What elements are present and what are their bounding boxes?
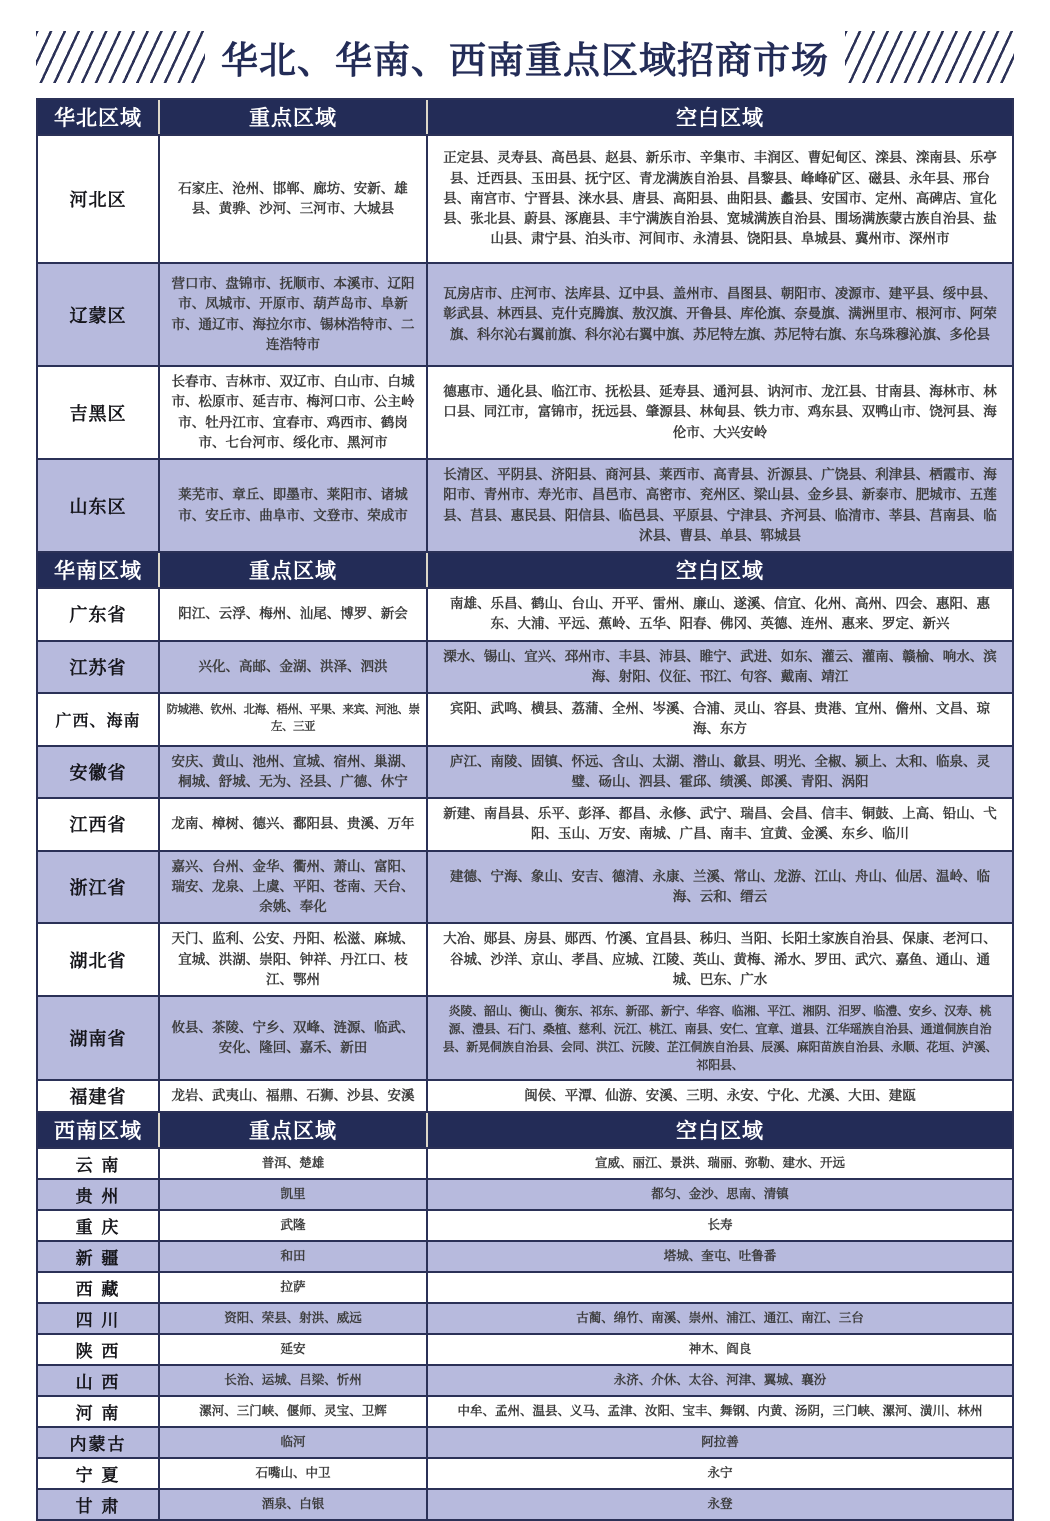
key-areas: 攸县、茶陵、宁乡、双峰、涟源、临武、安化、隆回、嘉禾、新田	[158, 997, 426, 1079]
region-label: 陕 西	[75, 1342, 121, 1362]
region-label: 湖南省	[69, 1029, 127, 1049]
table-row	[38, 797, 1012, 850]
key-areas: 长治、运城、吕梁、忻州	[158, 1366, 426, 1395]
table-row	[38, 134, 1012, 262]
region-label: 山东区	[69, 496, 127, 517]
blank-areas: 中牟、孟州、温县、义马、孟津、汝阳、宝丰、舞钢、内黄、汤阴，三门峡、漯河、潢川、林州	[426, 1397, 1012, 1426]
region-label: 甘 肃	[75, 1497, 121, 1517]
table-row	[38, 1302, 1012, 1333]
region-label: 福建省	[69, 1087, 127, 1108]
key-areas: 石家庄、沧州、邯郸、廊坊、安新、雄县、黄骅、沙河、三河市、大城县	[158, 136, 426, 262]
key-areas: 龙岩、武夷山、福鼎、石狮、沙县、安溪	[158, 1081, 426, 1111]
blank-areas: 炎陵、韶山、衡山、衡东、祁东、新邵、新宁、华容、临湘、平江、湘阴、汨罗、临澧、安乡、汉寿、桃源、澧县、石门、桑植、慈利、沅江、桃江、南县、安仁、宜章、道县、江华瑶族自治县、通道侗族自治县、新晃侗族自治县、会同、洪江、沅陵、芷江侗族自治县、辰溪、麻阳苗族自治县、永顺、花垣、泸溪、祁阳县、	[426, 997, 1012, 1079]
key-areas: 资阳、荣县、射洪、威远	[158, 1304, 426, 1333]
blank-areas: 永宁	[426, 1459, 1012, 1488]
key-areas: 漯河、三门峡、偃师、灵宝、卫辉	[158, 1397, 426, 1426]
blank-areas: 都匀、金沙、思南、清镇	[426, 1180, 1012, 1209]
table-row	[38, 365, 1012, 458]
region-label: 宁 夏	[75, 1466, 121, 1486]
section-header-xinan	[38, 1111, 1012, 1147]
table-row	[38, 587, 1012, 640]
blank-areas: 长清区、平阴县、济阳县、商河县、莱西市、高青县、沂源县、广饶县、利津县、栖霞市、海阳市、青州市、寿光市、昌邑市、高密市、兖州区、梁山县、金乡县、新泰市、肥城市、五莲县、莒县、惠民县、阳信县、临邑县、平原县、宁津县、齐河县、临清市、莘县、莒南县、临沭县、曹县、单县、郓城县	[426, 460, 1012, 551]
table-row	[38, 1147, 1012, 1178]
column-header-key: 重点区域	[158, 100, 426, 134]
column-header-blank: 空白区域	[426, 1113, 1012, 1147]
blank-areas: 永登	[426, 1490, 1012, 1519]
section-title: 华北区域	[54, 107, 142, 130]
region-label: 河北区	[69, 190, 127, 210]
key-areas: 延安	[158, 1335, 426, 1364]
section-header-huanan	[38, 551, 1012, 587]
table-row	[38, 1457, 1012, 1488]
key-areas: 拉萨	[158, 1273, 426, 1302]
page-title: 华北、华南、西南重点区域招商市场	[221, 40, 829, 81]
table-row	[38, 745, 1012, 798]
key-areas: 天门、监利、公安、丹阳、松滋、麻城、宜城、洪湖、崇阳、钟祥、丹江口、枝江、鄂州	[158, 924, 426, 995]
blank-areas	[426, 1273, 1012, 1302]
key-areas: 防城港、钦州、北海、梧州、平果、来宾、河池、崇左、三亚	[158, 694, 426, 745]
table-row	[38, 1240, 1012, 1271]
region-label: 安徽省	[69, 762, 127, 783]
table-row	[38, 640, 1012, 693]
region-label: 广西、海南	[55, 712, 141, 730]
region-label: 云 南	[75, 1156, 121, 1176]
table-row	[38, 1395, 1012, 1426]
table-row	[38, 262, 1012, 365]
key-areas: 安庆、黄山、池州、宣城、宿州、巢湖、桐城、舒城、无为、泾县、广德、休宁	[158, 747, 426, 798]
table-row	[38, 1333, 1012, 1364]
column-header-blank: 空白区域	[426, 553, 1012, 587]
blank-areas: 大冶、郧县、房县、郧西、竹溪、宜昌县、秭归、当阳、长阳土家族自治县、保康、老河口、谷城、沙洋、京山、孝昌、应城、江陵、英山、黄梅、浠水、罗田、武穴、嘉鱼、通山、通城、巴东、广水	[426, 924, 1012, 995]
key-areas: 嘉兴、台州、金华、衢州、萧山、富阳、瑞安、龙泉、上虞、平阳、苍南、天台、余姚、奉化	[158, 852, 426, 923]
region-label: 河 南	[75, 1404, 121, 1424]
key-areas: 阳江、云浮、梅州、汕尾、博罗、新会	[158, 589, 426, 640]
section-title: 西南区域	[54, 1120, 142, 1144]
table-row	[38, 1209, 1012, 1240]
key-areas: 凯里	[158, 1180, 426, 1209]
table-row	[38, 1364, 1012, 1395]
blank-areas: 建德、宁海、象山、安吉、德清、永康、兰溪、常山、龙游、江山、舟山、仙居、温岭、临海、云和、缙云	[426, 852, 1012, 923]
key-areas: 兴化、高邮、金湖、洪泽、泗洪	[158, 642, 426, 693]
blank-areas: 塔城、奎屯、吐鲁番	[426, 1242, 1012, 1271]
blank-areas: 正定县、灵寿县、高邑县、赵县、新乐市、辛集市、丰润区、曹妃甸区、滦县、滦南县、乐亭县、迁西县、玉田县、抚宁区、青龙满族自治县、昌黎县、峰峰矿区、磁县、永年县、邢台县、南宫市、宁晋县、涞水县、唐县、高阳县、曲阳县、蠡县、安国市、定州、高碑店、宣化县、张北县、蔚县、涿鹿县、丰宁满族自治县、宽城满族自治县、围场满族蒙古族自治县、盐山县、肃宁县、泊头市、河间市、永清县、饶阳县、阜城县、冀州市、深州市	[426, 136, 1012, 262]
blank-areas: 宣威、丽江、景洪、瑞丽、弥勒、建水、开远	[426, 1149, 1012, 1178]
page-header	[36, 28, 1014, 86]
key-areas: 石嘴山、中卫	[158, 1459, 426, 1488]
blank-areas: 长寿	[426, 1211, 1012, 1240]
region-label: 辽蒙区	[69, 305, 127, 326]
blank-areas: 瓦房店市、庄河市、法库县、辽中县、盖州市、昌图县、朝阳市、凌源市、建平县、绥中县、彰武县、林西县、克什克腾旗、敖汉旗、开鲁县、库伦旗、奈曼旗、满洲里市、根河市、阿荣旗、科尔沁右翼前旗、科尔沁右翼中旗、苏尼特左旗、苏尼特右旗、东乌珠穆沁旗、多伦县	[426, 264, 1012, 365]
region-label: 内蒙古	[69, 1435, 127, 1455]
key-areas: 普洱、楚雄	[158, 1149, 426, 1178]
table-row	[38, 458, 1012, 551]
blank-areas: 南雄、乐昌、鹤山、台山、开平、雷州、廉山、遂溪、信宜、化州、高州、四会、惠阳、惠东、大浦、平远、蕉岭、五华、阳春、佛冈、英德、连州、惠来、罗定、新兴	[426, 589, 1012, 640]
table-row	[38, 995, 1012, 1079]
region-label: 浙江省	[69, 877, 127, 898]
region-label: 江西省	[69, 815, 127, 836]
blank-areas: 永济、介休、太谷、河津、翼城、襄汾	[426, 1366, 1012, 1395]
region-label: 吉黑区	[69, 403, 127, 424]
hatch-decoration-right	[845, 31, 1014, 83]
region-label: 四 川	[75, 1311, 121, 1331]
blank-areas: 神木、阎良	[426, 1335, 1012, 1364]
table-row	[38, 1271, 1012, 1302]
blank-areas: 德惠市、通化县、临江市、抚松县、延寿县、通河县、讷河市、龙江县、甘南县、海林市、林口县、同江市，富锦市，抚远县、肇源县、林甸县、铁力市、鸡东县、双鸭山市、饶河县、海伦市、大兴安岭	[426, 367, 1012, 458]
column-header-key: 重点区域	[158, 1113, 426, 1147]
key-areas: 和田	[158, 1242, 426, 1271]
region-label: 西 藏	[75, 1280, 121, 1300]
key-areas: 长春市、吉林市、双辽市、白山市、白城市、松原市、延吉市、梅河口市、公主岭市、牡丹江市、宜春市、鸡西市、鹤岗市、七台河市、绥化市、黑河市	[158, 367, 426, 458]
blank-areas: 阿拉善	[426, 1428, 1012, 1457]
table-row	[38, 1079, 1012, 1111]
blank-areas: 溧水、锡山、宜兴、邳州市、丰县、沛县、睢宁、武进、如东、灌云、灌南、赣榆、响水、滨海、射阳、仪征、邗江、句容、戴南、靖江	[426, 642, 1012, 693]
blank-areas: 宾阳、武鸣、横县、荔蒲、全州、岑溪、合浦、灵山、容县、贵港、宜州、儋州、文昌、琼海、东方	[426, 694, 1012, 745]
table-row	[38, 692, 1012, 745]
blank-areas: 闽侯、平潭、仙游、安溪、三明、永安、宁化、尤溪、大田、建瓯	[426, 1081, 1012, 1111]
column-header-key: 重点区域	[158, 553, 426, 587]
table-row	[38, 1488, 1012, 1519]
section-title: 华南区域	[54, 560, 142, 583]
table-row	[38, 1178, 1012, 1209]
key-areas: 酒泉、白银	[158, 1490, 426, 1519]
region-label: 广东省	[69, 605, 127, 626]
region-label: 重 庆	[75, 1218, 121, 1238]
region-label: 新 疆	[75, 1249, 121, 1269]
table-row	[38, 850, 1012, 923]
section-header-huabei	[38, 100, 1012, 134]
key-areas: 营口市、盘锦市、抚顺市、本溪市、辽阳市、凤城市、开原市、葫芦岛市、阜新市、通辽市、海拉尔市、锡林浩特市、二连浩特市	[158, 264, 426, 365]
column-header-blank: 空白区域	[426, 100, 1012, 134]
region-table	[36, 98, 1014, 1521]
key-areas: 龙南、樟树、德兴、鄱阳县、贵溪、万年	[158, 799, 426, 850]
region-label: 江苏省	[69, 657, 127, 678]
blank-areas: 庐江、南陵、固镇、怀远、含山、太湖、潜山、歙县、明光、全椒、颍上、太和、临泉、灵璧、砀山、泗县、霍邱、绩溪、郎溪、青阳、涡阳	[426, 747, 1012, 798]
table-row	[38, 922, 1012, 995]
table-row	[38, 1426, 1012, 1457]
key-areas: 莱芜市、章丘、即墨市、莱阳市、诸城市、安丘市、曲阜市、文登市、荣成市	[158, 460, 426, 551]
blank-areas: 古蔺、绵竹、南溪、崇州、浦江、通江、南江、三台	[426, 1304, 1012, 1333]
region-label: 湖北省	[69, 950, 127, 971]
key-areas: 临河	[158, 1428, 426, 1457]
region-label: 贵 州	[75, 1187, 121, 1207]
blank-areas: 新建、南昌县、乐平、彭泽、都昌、永修、武宁、瑞昌、会昌、信丰、铜鼓、上高、铅山、弋阳、玉山、万安、南城、广昌、南丰、宜黄、金溪、东乡、临川	[426, 799, 1012, 850]
region-label: 山 西	[75, 1373, 121, 1393]
key-areas: 武隆	[158, 1211, 426, 1240]
hatch-decoration-left	[36, 31, 205, 83]
